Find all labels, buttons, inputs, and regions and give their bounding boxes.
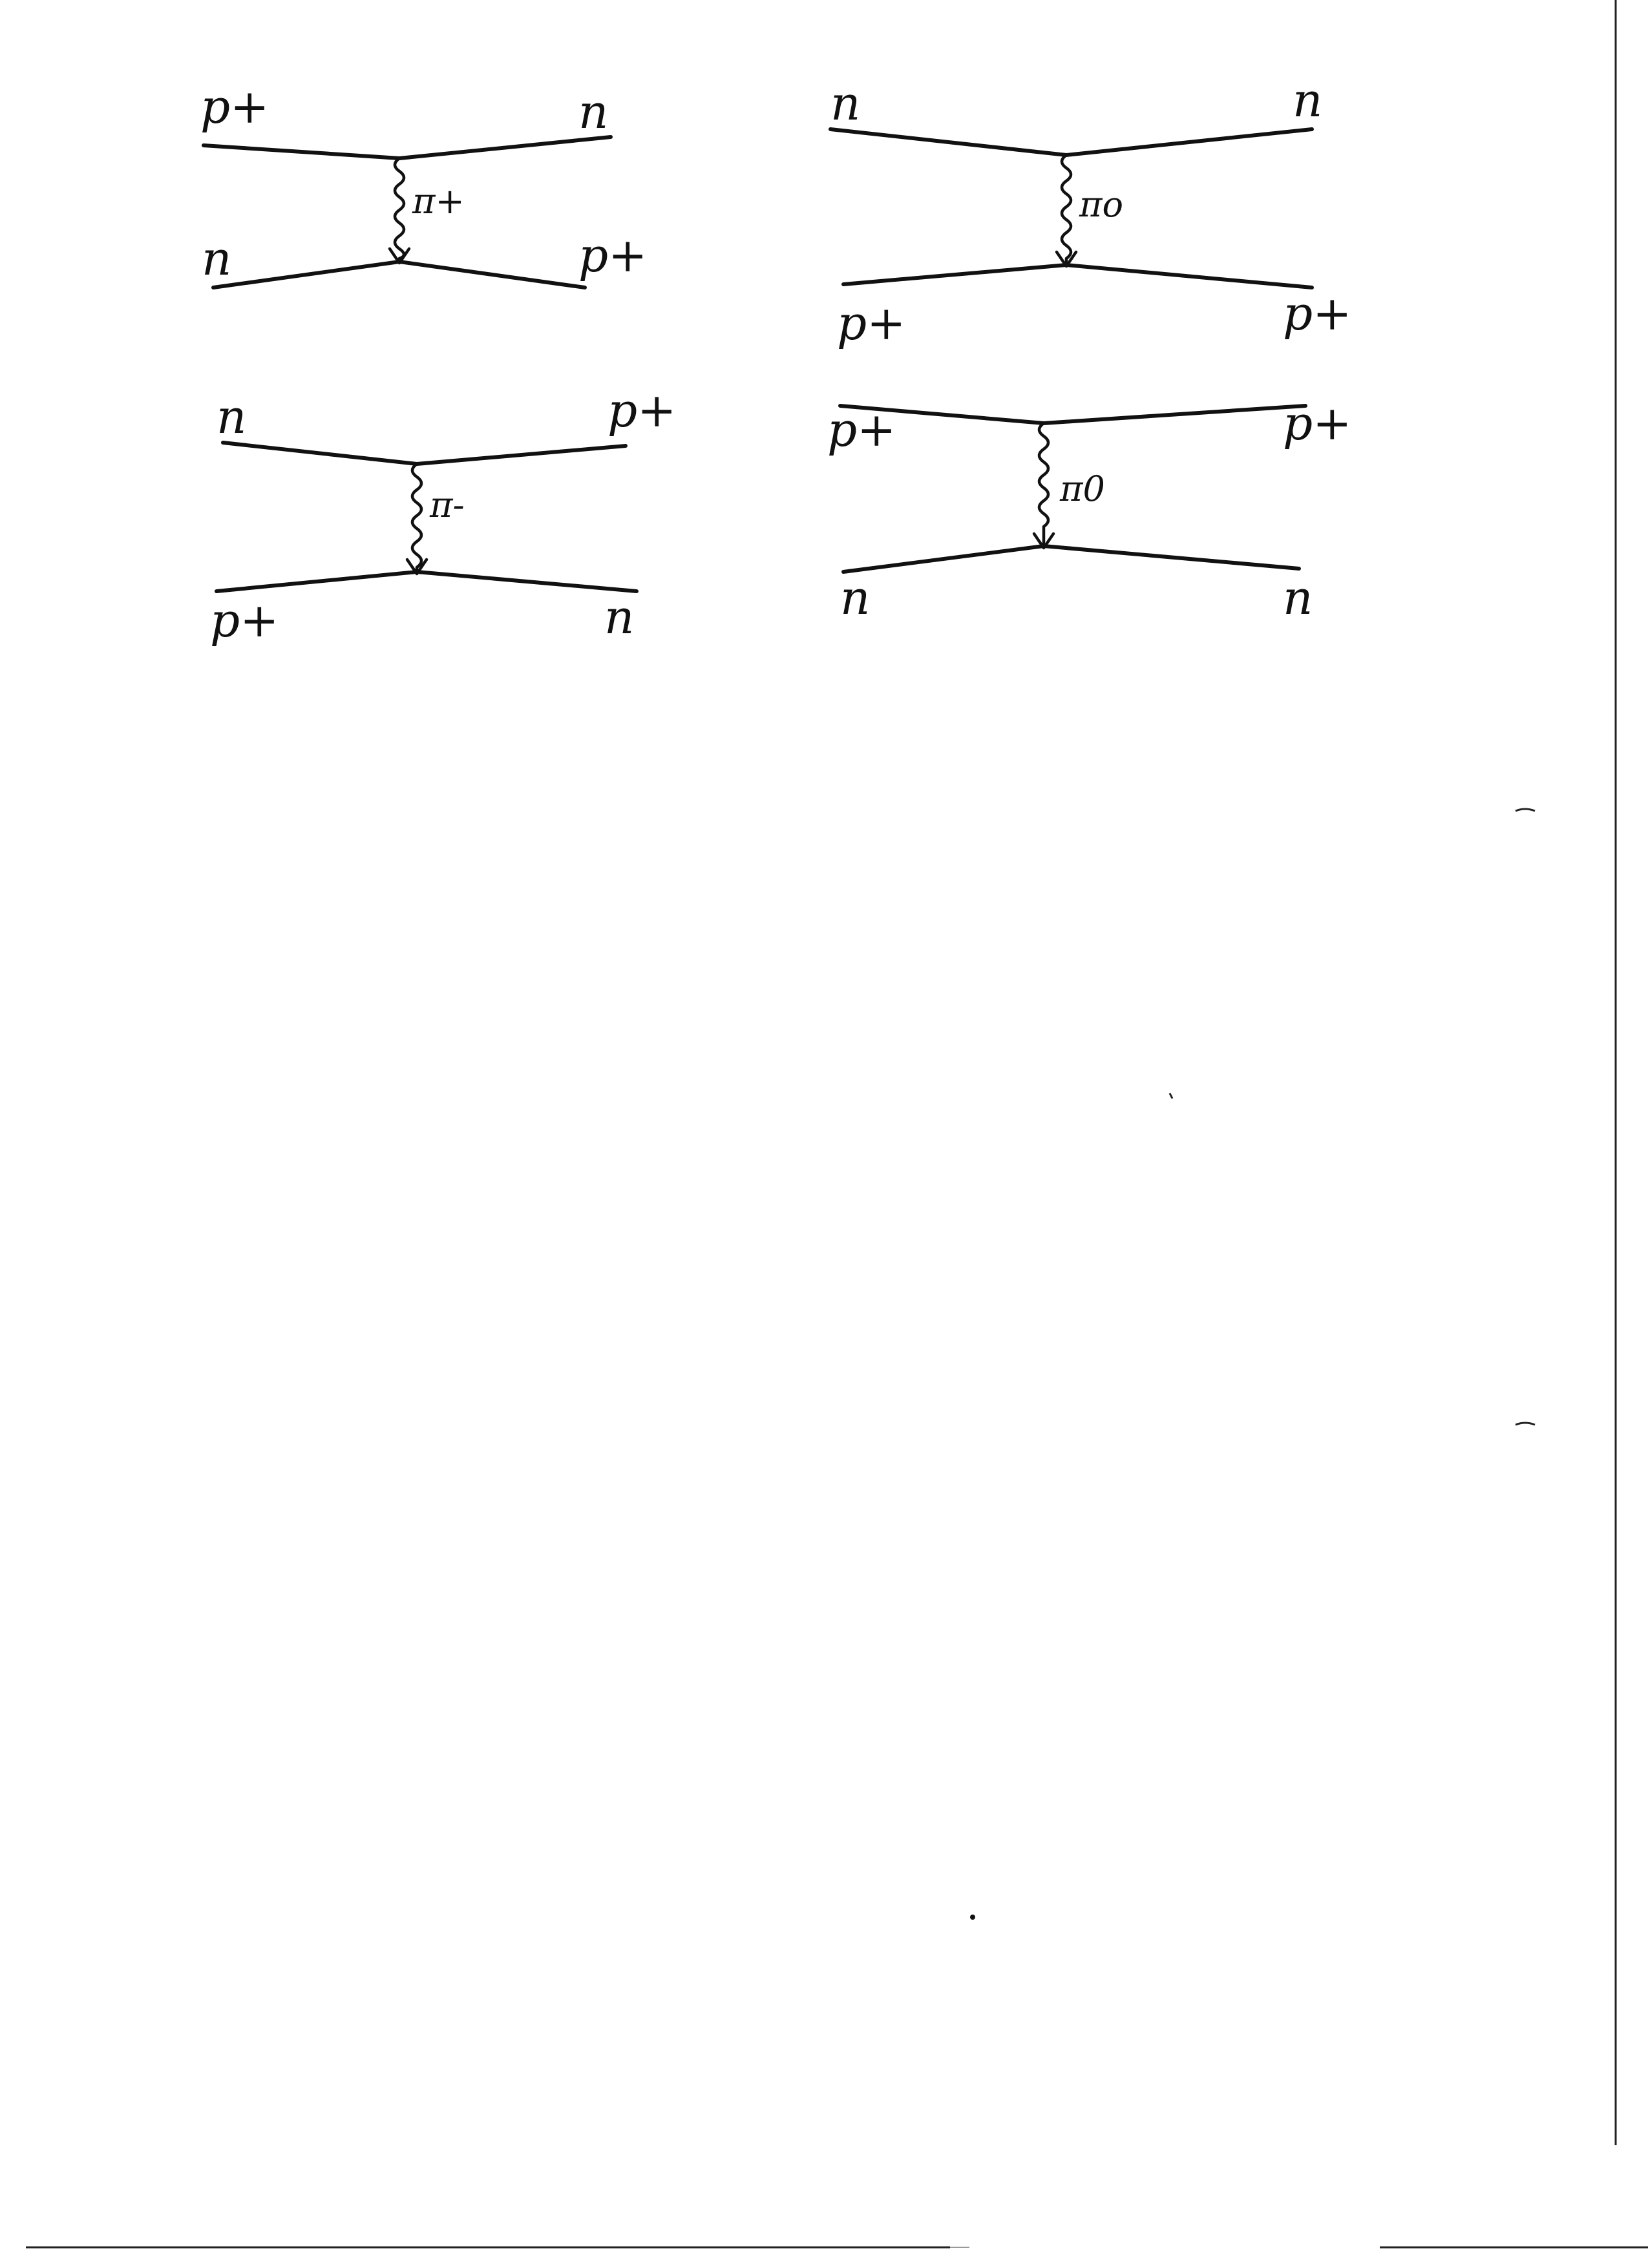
top-particle-line	[204, 137, 611, 158]
label-top-right: p+	[607, 383, 677, 437]
edge-mark-2	[1516, 1423, 1535, 1425]
label-bottom-right: n	[1283, 571, 1313, 625]
label-bottom-left: n	[202, 231, 232, 286]
label-top-left: n	[830, 76, 861, 131]
label-bottom-left: p+	[837, 296, 906, 350]
feynman-diagram-3	[210, 383, 676, 647]
feynman-diagram-1	[200, 79, 647, 288]
label-bottom-left: n	[840, 571, 871, 625]
label-top-right: n	[578, 85, 609, 139]
edge-mark-1	[1516, 809, 1535, 811]
bottom-particle-line	[843, 265, 1312, 288]
bottom-particle-line	[217, 572, 637, 591]
label-top-right: n	[1293, 73, 1323, 127]
label-top-left: p+	[827, 403, 896, 457]
label-top-left: n	[217, 390, 247, 444]
top-particle-line	[223, 443, 626, 464]
label-exchange: πo	[1079, 184, 1124, 225]
pion-propagator	[1062, 155, 1071, 265]
label-exchange: π+	[412, 181, 465, 222]
bottom-particle-line	[843, 546, 1299, 572]
pion-propagator	[395, 158, 404, 262]
label-bottom-right: p+	[1283, 286, 1352, 341]
pion-propagator	[1039, 423, 1048, 546]
pion-propagator	[412, 464, 421, 572]
label-bottom-left: p+	[210, 593, 279, 647]
label-exchange: π0	[1060, 468, 1105, 509]
feynman-diagram-4	[827, 396, 1351, 625]
top-particle-line	[840, 406, 1305, 423]
bottom-particle-line	[213, 262, 585, 288]
speck-1	[1170, 1093, 1172, 1098]
speck-2	[970, 1915, 975, 1920]
top-particle-line	[830, 129, 1312, 155]
label-bottom-right: p+	[578, 228, 648, 282]
label-bottom-right: n	[604, 590, 635, 644]
label-top-right: p+	[1283, 396, 1352, 450]
feynman-diagram-2	[830, 73, 1351, 350]
label-top-left: p+	[200, 79, 269, 134]
label-exchange: π-	[430, 485, 465, 525]
